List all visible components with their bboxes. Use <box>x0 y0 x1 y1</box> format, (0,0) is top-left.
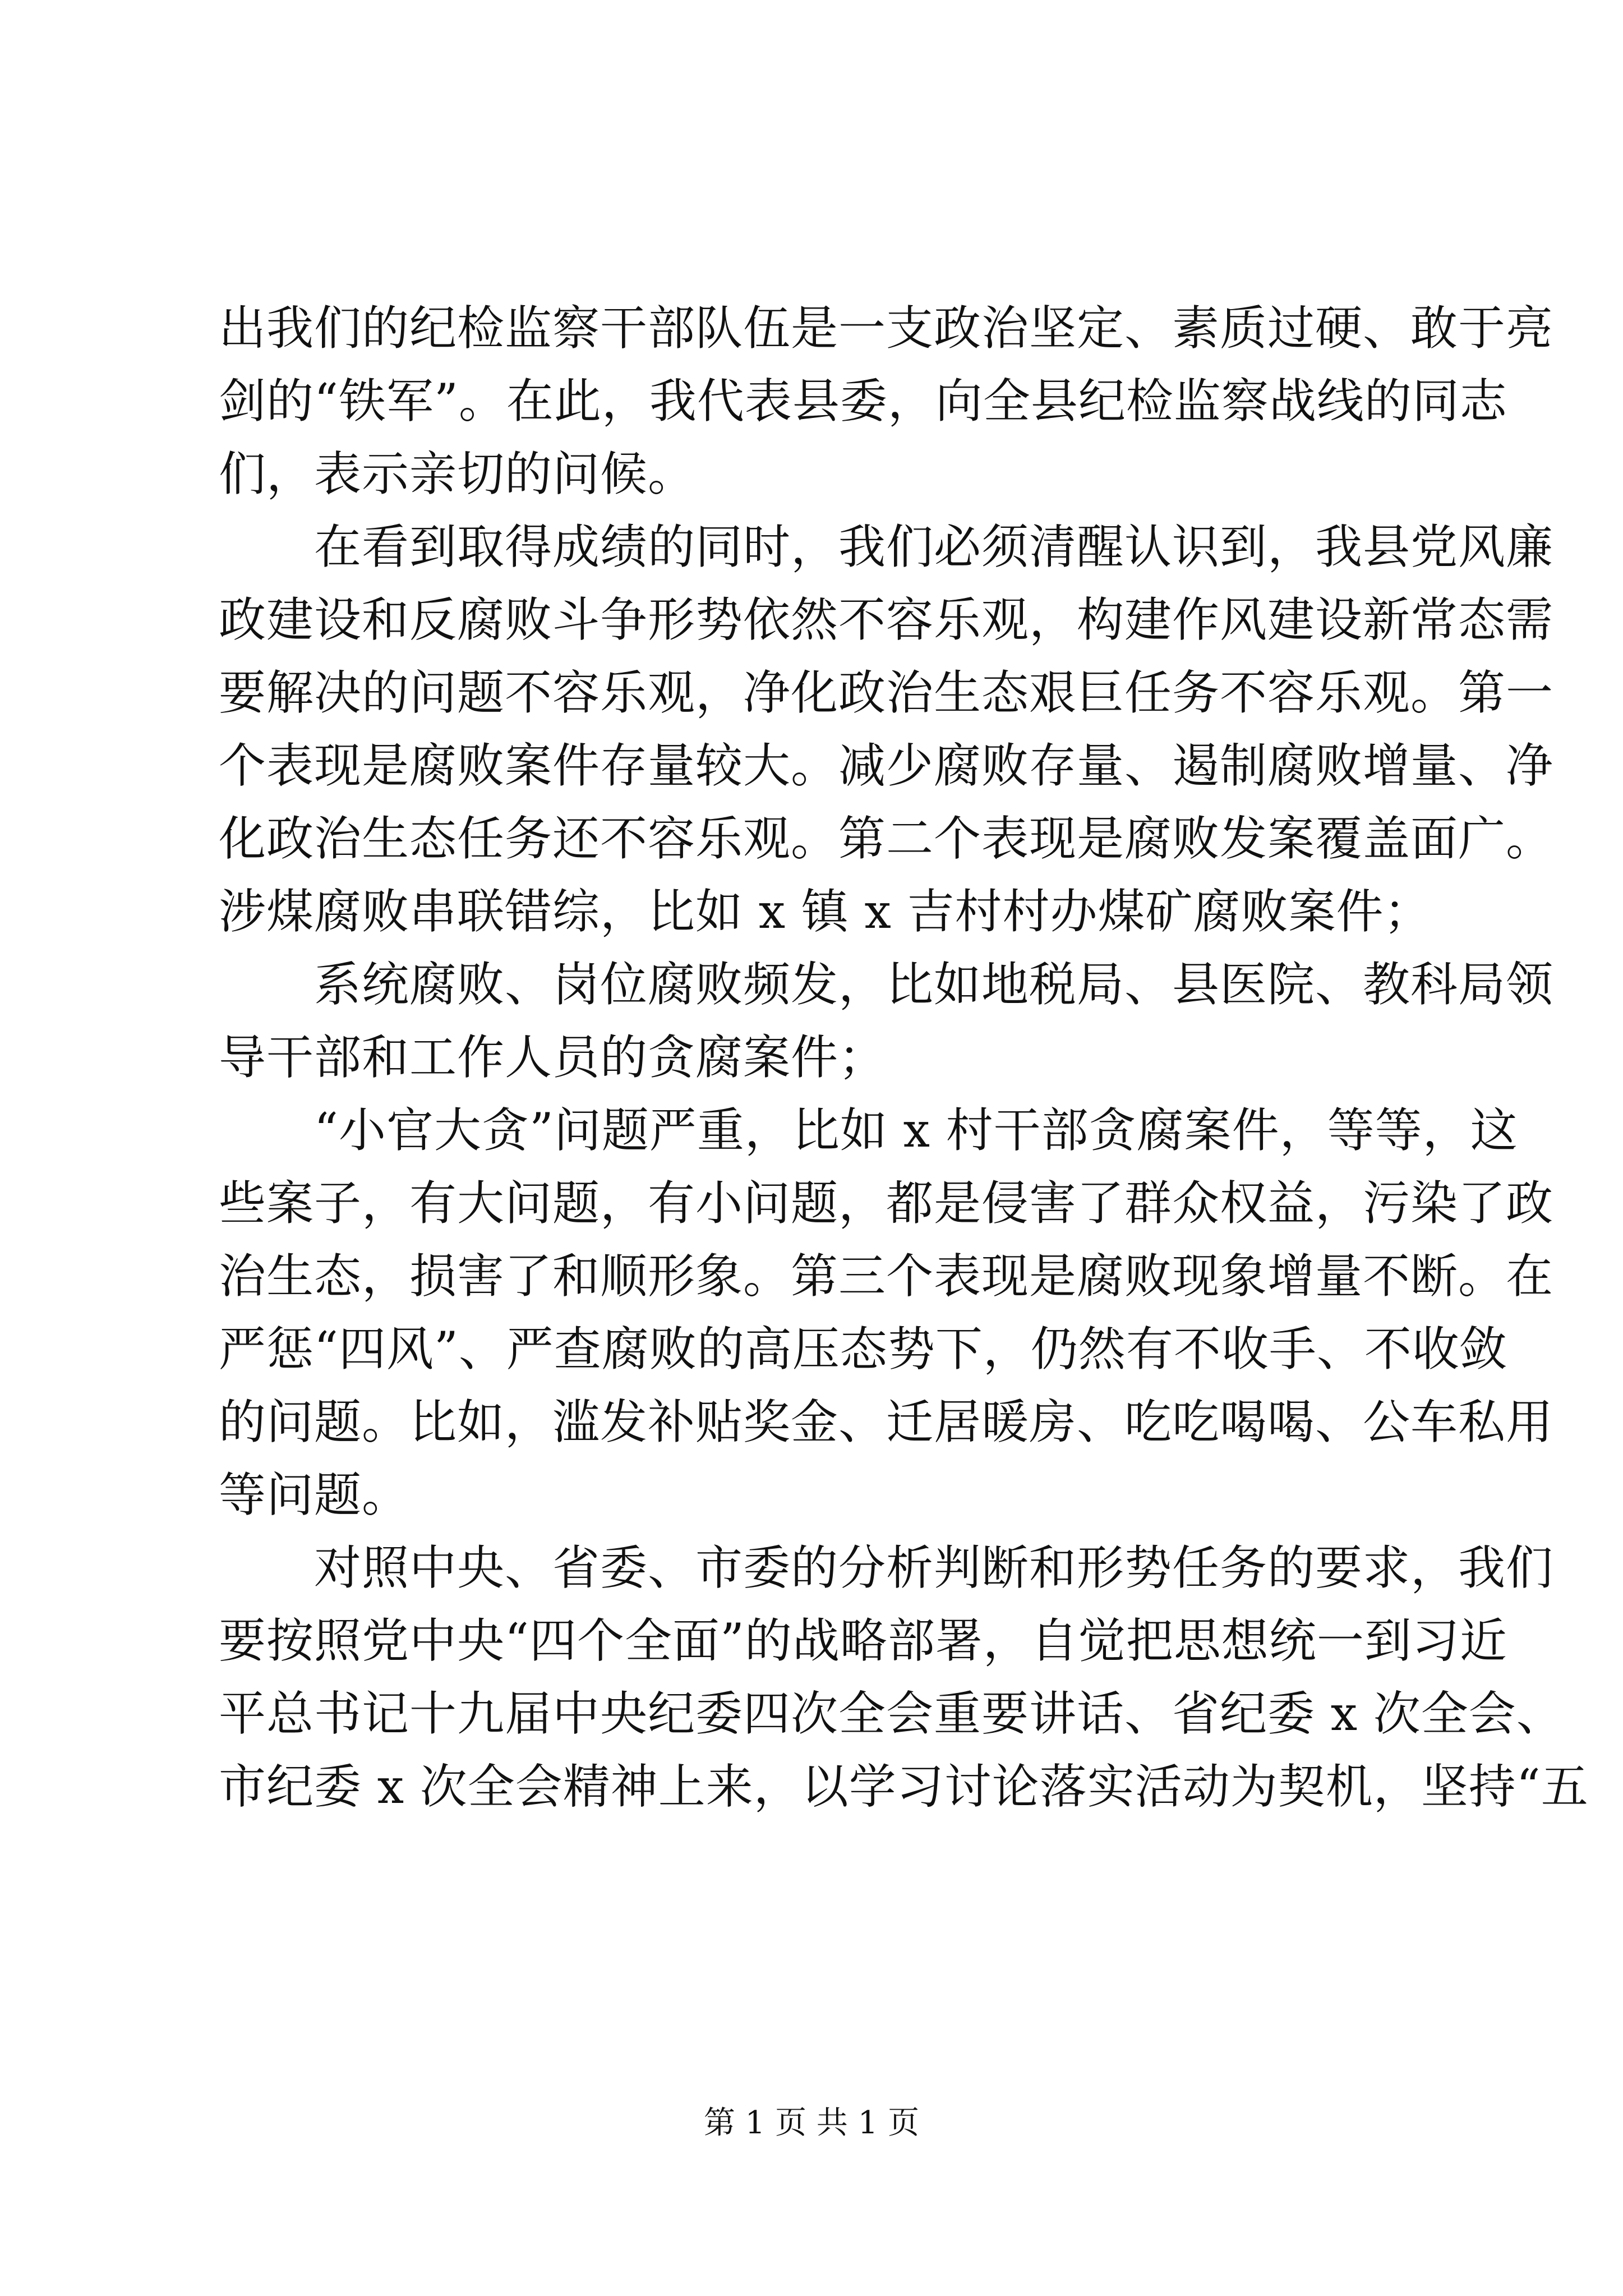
text-line: 出我们的纪检监察干部队伍是一支政治坚定、素质过硬、敢于亮 <box>219 301 1554 356</box>
text-line: “小官大贪”问题严重，比如 x 村干部贪腐案件，等等，这 <box>219 1103 1518 1158</box>
text-line: 些案子，有大问题，有小问题，都是侵害了群众权益，污染了政 <box>219 1176 1554 1231</box>
text-line: 们，表示亲切的问候。 <box>219 447 696 501</box>
text-line: 系统腐败、岗位腐败频发，比如地税局、县医院、教科局领 <box>219 957 1554 1012</box>
text-line: 个表现是腐败案件存量较大。减少腐败存量、遏制腐败增量、净 <box>219 738 1554 793</box>
text-line: 等问题。 <box>219 1467 410 1522</box>
text-line: 的问题。比如，滥发补贴奖金、迁居暖房、吃吃喝喝、公车私用 <box>219 1395 1554 1450</box>
text-line: 严惩“四风”、严查腐败的高压态势下，仍然有不收手、不收敛 <box>219 1322 1507 1377</box>
text-line: 政建设和反腐败斗争形势依然不容乐观，构建作风建设新常态需 <box>219 592 1554 647</box>
text-line: 导干部和工作人员的贪腐案件； <box>219 1030 887 1085</box>
page-footer: 第 1 页 共 1 页 <box>703 2105 920 2141</box>
text-line: 市纪委 x 次全会精神上来，以学习讨论落实活动为契机，坚持“五 <box>219 1759 1589 1814</box>
text-line: 要按照党中央“四个全面”的战略部署，自觉把思想统一到习近 <box>219 1613 1507 1668</box>
text-line: 要解决的问题不容乐观，净化政治生态艰巨任务不容乐观。第一 <box>219 665 1554 720</box>
text-line: 平总书记十九届中央纪委四次全会重要讲话、省纪委 x 次全会、 <box>219 1686 1564 1741</box>
text-line: 剑的“铁军”。在此，我代表县委，向全县纪检监察战线的同志 <box>219 374 1507 429</box>
text-line: 涉煤腐败串联错综，比如 x 镇 x 吉村村办煤矿腐败案件； <box>219 884 1432 939</box>
text-line: 在看到取得成绩的同时，我们必须清醒认识到，我县党风廉 <box>219 519 1554 574</box>
text-line: 化政治生态任务还不容乐观。第二个表现是腐败发案覆盖面广。 <box>219 811 1554 866</box>
text-line: 对照中央、省委、市委的分析判断和形势任务的要求，我们 <box>219 1540 1554 1595</box>
text-line: 治生态，损害了和顺形象。第三个表现是腐败现象增量不断。在 <box>219 1249 1554 1304</box>
